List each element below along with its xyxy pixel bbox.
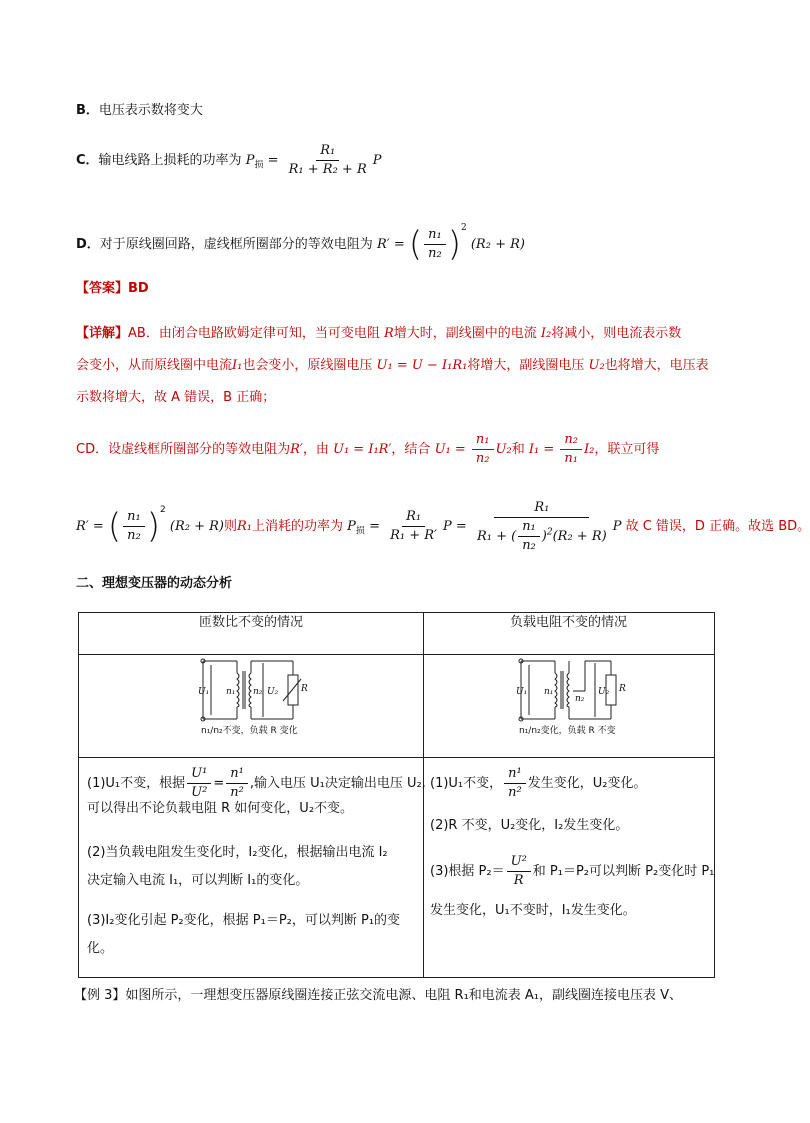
- fig-right-n1: n₁: [544, 687, 554, 697]
- option-c-numerator: R₁: [316, 142, 339, 161]
- detail-ab-line2: [76, 356, 709, 376]
- comparison-table: [78, 612, 715, 978]
- frac-num: n₁: [518, 518, 540, 537]
- detail-ab-line3: [76, 388, 275, 408]
- cell-frac: [187, 765, 211, 802]
- frac-den: R₁ + R′: [390, 528, 438, 543]
- frac-num: n₁: [123, 508, 145, 527]
- result-frac2: [473, 499, 611, 555]
- detail-text: 上消耗的功率为: [252, 519, 344, 534]
- section2-title: 二、理想变压器的动态分析: [76, 576, 233, 591]
- detail-text: 会变小，从而原线圈中电流: [76, 358, 233, 373]
- detail-var: R′: [290, 442, 303, 457]
- result-ratio: [123, 508, 145, 545]
- frac-den: R₁ + ( $\frac{\text{n₁}}{\text{n₂}}$ )$^2$(R₂ + R): [476, 518, 607, 553]
- example-3: 【例 3】如图所示，一理想变压器原线圈连接正弦交流电源、电阻 R₁和电流表 A₁，副线圈连接电压表 V、: [74, 988, 683, 1003]
- detail-var: R₁: [237, 519, 253, 534]
- option-c-lhs: P: [245, 153, 255, 168]
- detail-text: ，由: [302, 442, 329, 457]
- answer-value: BD: [128, 281, 149, 296]
- detail-var: U₂: [588, 358, 605, 373]
- detail-cd-line: [76, 430, 659, 470]
- left-para1-line2: 可以得出不论负载电阻 R 如何变化，U₂不变。: [87, 801, 354, 816]
- detail-sub: 损: [355, 526, 365, 537]
- right-para1: [430, 765, 646, 802]
- option-d-text: 对于原线圈回路，虚线框所圈部分的等效电阻为: [99, 237, 373, 252]
- frac-num: U²: [507, 853, 531, 872]
- detail-var: U₂: [495, 442, 512, 457]
- result-frac1: [386, 508, 441, 545]
- fig-left-n1: n₁: [226, 687, 236, 697]
- frac-den: n₂: [522, 537, 536, 553]
- left-para3-line2: 化。: [87, 941, 114, 956]
- cell-text: (3)根据 P₂＝: [430, 864, 505, 879]
- option-c-fraction: [285, 142, 371, 179]
- frac-num: n₂: [560, 431, 582, 450]
- answer-tag: 【答案】: [76, 281, 129, 296]
- detail-var: (R₂ + R): [169, 519, 224, 534]
- detail-text: 和: [511, 442, 525, 457]
- detail-text: ，结合: [391, 442, 431, 457]
- option-d-lhs: R′ =: [376, 237, 405, 252]
- frac-den: R: [513, 873, 524, 888]
- frac-den: n₂: [475, 451, 490, 466]
- fig-left-caption: n₁/n₂不变，负载 R 变化: [201, 726, 298, 736]
- frac-den: n²: [230, 785, 244, 800]
- detail-text: 也会变小，原线圈电压: [242, 358, 373, 373]
- cell-text: ,输入电压 U₁决定输出电压 U₂,: [249, 776, 426, 791]
- answer-line: [76, 279, 149, 299]
- right-para3-line1: [430, 853, 714, 890]
- fig-left-n2: n₂: [253, 687, 263, 697]
- fig-right-u2: U₂: [598, 687, 610, 697]
- detail-text: AB．由闭合电路欧姆定律可知，当可变电阻: [128, 326, 380, 341]
- frac-num: R₁: [402, 508, 425, 527]
- option-c: C．输电线路上损耗的功率为 $P_损$ = $\frac{\text{R₁}}{\text{R₁ + R₂ + R}}$ P: [76, 143, 382, 177]
- detail-cd-ratio1: [472, 431, 494, 468]
- circuit-left-figure: [197, 657, 308, 737]
- frac-inner: [518, 518, 540, 555]
- frac-num: n₁: [472, 431, 494, 450]
- option-d-power: 2: [460, 223, 467, 233]
- detail-ab-line1: [76, 324, 681, 344]
- cell-frac: [507, 853, 531, 890]
- cell-text: (1)U₁不变，根据: [87, 776, 186, 791]
- detail-text: 则: [224, 519, 238, 534]
- detail-equation: U₁ = U − I₁R₁: [376, 358, 468, 373]
- option-b: [76, 101, 203, 121]
- detail-equation: U₁ = I₁R′: [333, 442, 392, 457]
- detail-tag: 【详解】: [76, 326, 129, 341]
- detail-text: 示数将增大，故 A 错误，B 正确；: [76, 390, 276, 405]
- frac-den-part: R₁ +: [476, 528, 507, 544]
- frac-den: n²: [508, 785, 522, 800]
- table-header-left: 匝数比不变的情况: [198, 615, 303, 630]
- cell-frac: [226, 765, 248, 802]
- frac-den-part: (R₂ + R): [552, 528, 607, 544]
- detail-var: I₂: [540, 326, 552, 341]
- frac-num: R₁: [494, 499, 589, 518]
- left-para3-line1: (3)I₂变化引起 P₂变化，根据 P₁＝P₂，可以判断 P₁的变: [87, 913, 401, 928]
- detail-text: 将增大，副线圈电压: [467, 358, 585, 373]
- table-header-right: 负载电阻不变的情况: [509, 615, 627, 630]
- detail-var: I₂: [583, 442, 595, 457]
- option-c-lhs-sub: 损: [254, 160, 264, 171]
- frac-den: n₁: [564, 451, 578, 466]
- left-para1-line1: [87, 765, 426, 802]
- detail-var: R′ =: [76, 519, 104, 534]
- option-d-tail: (R₂ + R): [470, 237, 525, 252]
- option-b-label: B．: [76, 103, 99, 118]
- fig-left-r: R: [301, 684, 308, 694]
- detail-var: R: [383, 326, 394, 341]
- fig-left-u2: U₂: [267, 687, 279, 697]
- right-para2: (2)R 不变，U₂变化，I₂发生变化。: [430, 818, 629, 833]
- detail-text: CD．设虚线框所圈部分的等效电阻为: [76, 442, 291, 457]
- option-b-text: 电压表示数将变大: [98, 103, 203, 118]
- cell-frac: [504, 765, 526, 802]
- right-para3-line2: 发生变化，U₁不变时，I₁发生变化。: [430, 903, 636, 918]
- cell-text: 发生变化，U₂变化。: [527, 776, 647, 791]
- fig-right-n2: n₂: [575, 694, 585, 704]
- option-c-tail: P: [372, 153, 382, 168]
- detail-text: 增大时，副线圈中的电流: [393, 326, 537, 341]
- fig-left-u1: U₁: [198, 687, 210, 697]
- option-c-label: C．: [76, 153, 99, 168]
- option-d-ratio-num: n₁: [424, 226, 446, 245]
- detail-cd-ratio2: [560, 431, 582, 468]
- detail-var: P: [347, 519, 356, 534]
- frac-den: U²: [191, 785, 208, 800]
- option-d-label: D．: [76, 237, 100, 252]
- fig-right-caption: n₁/n₂变化，负载 R 不变: [519, 726, 616, 736]
- detail-text: 将减小，则电流表示数: [551, 326, 682, 341]
- circuit-right-figure: [515, 657, 626, 737]
- cell-text: 和 P₁＝P₂可以判断 P₂变化时 P₁: [532, 864, 715, 879]
- fig-right-r: R: [619, 684, 626, 694]
- frac-num: n¹: [504, 765, 526, 784]
- option-c-denominator: R₁ + R₂ + R: [288, 162, 367, 177]
- detail-text: 也将增大，电压表: [604, 358, 709, 373]
- frac-num: U¹: [187, 765, 211, 784]
- option-d: D．对于原线圈回路，虚线框所圈部分的等效电阻为 R′ = ( $\frac{\text{n₁}}{\text{n₂}}$ )$^2$ (R₂ + R): [76, 223, 525, 265]
- frac-den: n₂: [127, 528, 141, 543]
- frac-num: n¹: [226, 765, 248, 784]
- option-c-text: 输电线路上损耗的功率为: [98, 153, 242, 168]
- option-d-ratio-den: n₂: [428, 246, 442, 261]
- detail-var: I₁ =: [528, 442, 555, 457]
- cell-text: (1)U₁不变，: [430, 776, 503, 791]
- left-para2-line2: 决定输入电流 I₁，可以判断 I₁的变化。: [87, 873, 309, 888]
- cell-text: =: [213, 776, 225, 791]
- option-d-ratio: [424, 226, 446, 263]
- detail-text: ，联立可得: [594, 442, 660, 457]
- detail-var: U₁ =: [434, 442, 466, 457]
- detail-var: I₁: [232, 358, 243, 373]
- left-para2-line1: (2)当负载电阻发生变化时，I₂变化，根据输出电流 I₂: [87, 845, 388, 860]
- detail-conclusion: 故 C 错误，D 正确。故选 BD。: [625, 519, 810, 534]
- fig-right-u1: U₁: [516, 687, 528, 697]
- detail-result-line: R′ = ( $\frac{\text{n₁}}{\text{n₂}}$ )$^2$ (R₂ + R)则R₁上消耗的功率为 $P_损$ = $\frac{\text{R₁}}{\text{R₁ + R′}}$ P = R₁ R₁ + ( $\frac{\text{n₁}}{\text{n₂}}$ )$^2$(R₂ + R) P 故 C 错误，D 正确。故选 BD。: [76, 499, 810, 553]
